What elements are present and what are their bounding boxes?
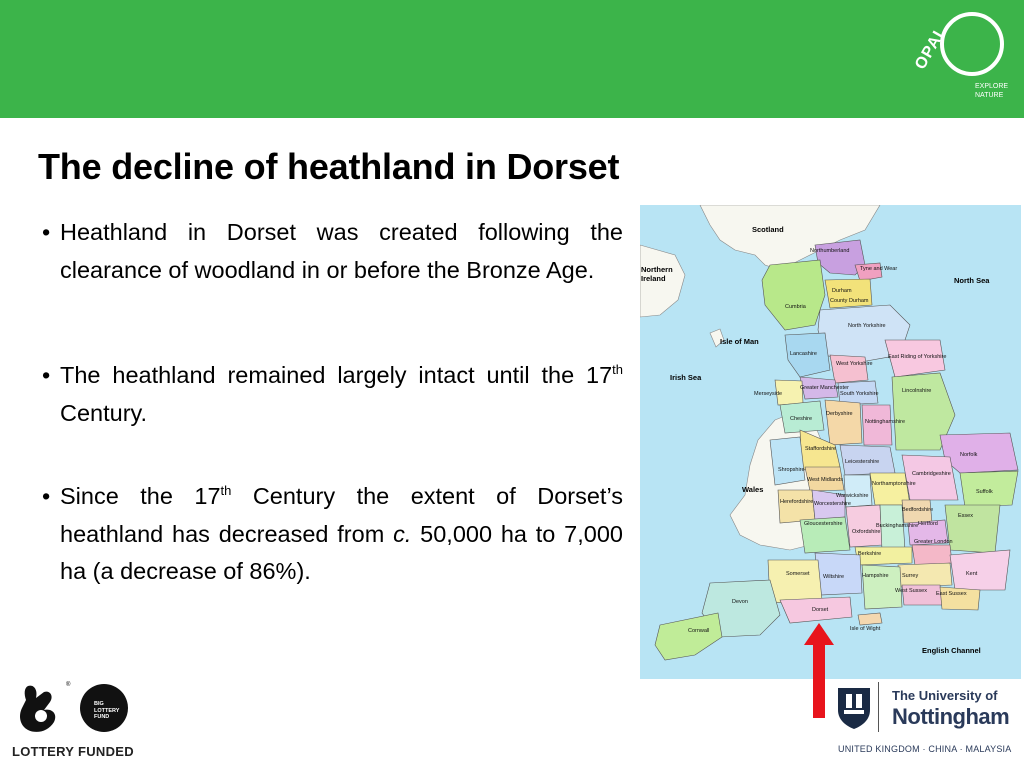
bullet-item <box>38 478 623 591</box>
label-county: Somerset <box>786 571 810 577</box>
header-band <box>0 0 1024 118</box>
label-county: County Durham <box>830 298 869 304</box>
label-county: Staffordshire <box>805 446 837 452</box>
logo-divider <box>878 682 879 732</box>
label-county: Cambridgeshire <box>912 471 951 477</box>
county-hampshire <box>862 565 902 609</box>
label-county: South Yorkshire <box>840 391 879 397</box>
bullet-item <box>38 214 623 289</box>
label-county: Gloucestershire <box>804 521 843 527</box>
county-derbyshire <box>825 400 862 445</box>
label-county: East Sussex <box>936 591 967 597</box>
label-county: Hampshire <box>862 573 889 579</box>
label-scotland: Scotland <box>752 225 784 234</box>
label-county: Hertford <box>918 521 938 527</box>
map-svg <box>640 205 1021 679</box>
label-county: Essex <box>958 513 973 519</box>
label-county: Buckinghamshire <box>876 523 919 529</box>
university-campuses: UNITED KINGDOM · CHINA · MALAYSIA <box>838 744 1012 754</box>
label-county: Greater London <box>914 539 953 545</box>
label-county: Shropshire <box>778 467 805 473</box>
county-herefordshire <box>778 490 815 523</box>
label-county: Berkshire <box>858 551 882 557</box>
county-somerset <box>768 560 822 603</box>
opal-wordmark: OPAL <box>912 23 951 73</box>
label-county: North Yorkshire <box>848 323 886 329</box>
big-lottery-text: BIG <box>94 701 104 707</box>
bullet-text: The heathland remained largely intact until the 17 <box>60 362 613 388</box>
bullet-list <box>38 214 623 591</box>
county-cambridgeshire <box>902 455 958 500</box>
opal-logo[interactable] <box>912 12 1013 102</box>
lottery-funded-text: LOTTERY FUNDED <box>12 744 134 759</box>
label-county: Wiltshire <box>823 574 845 580</box>
university-of-nottingham-logo[interactable] <box>836 680 1016 765</box>
county-greater-london <box>912 545 952 565</box>
label-county: West Sussex <box>895 588 927 594</box>
label-county: Lincolnshire <box>902 388 932 394</box>
bullet-text: Century the extent of Dorset’s heathland has decreased from <box>60 483 623 547</box>
bullet-text: 50,000 ha to 7,000 ha (a decrease of 86%). <box>60 520 623 584</box>
label-county: Worcestershire <box>814 501 851 507</box>
label-county: East Riding of Yorkshire <box>888 354 947 360</box>
label-county: Suffolk <box>976 489 993 495</box>
england-counties-map <box>640 205 1021 679</box>
red-arrow-icon <box>804 623 834 718</box>
label-county: Cheshire <box>790 416 813 422</box>
big-lottery-fund-badge <box>80 684 128 732</box>
university-name-line-2: Nottingham <box>892 704 1010 729</box>
bullet-text: Heathland in Dorset was created following the clearance of woodland in or before the Bronze Age. <box>60 219 623 283</box>
label-county: Norfolk <box>960 452 978 458</box>
lottery-funded-logo[interactable] <box>10 678 140 763</box>
bullet-item <box>38 357 623 432</box>
county-west-yorkshire <box>830 355 868 383</box>
label-county: West Midlands <box>807 477 843 483</box>
county-cumbria <box>762 260 825 330</box>
label-county: Cornwall <box>688 628 710 634</box>
opal-ring-icon <box>940 12 1004 76</box>
label-county: Northamptonshire <box>872 481 916 487</box>
county-kent <box>950 550 1010 590</box>
label-english-channel: English Channel <box>922 646 981 655</box>
county-cornwall <box>655 613 722 660</box>
registered-mark: ® <box>66 682 71 688</box>
label-county: Lancashire <box>790 351 817 357</box>
big-lottery-text: LOTTERY <box>94 707 120 714</box>
label-county: Northumberland <box>810 248 850 254</box>
label-county: Nottinghamshire <box>865 419 906 425</box>
county-nottinghamshire <box>862 405 892 445</box>
label-county: West Yorkshire <box>836 361 873 367</box>
label-north-sea: North Sea <box>954 276 990 285</box>
label-county: Oxfordshire <box>852 529 881 535</box>
opal-tagline <box>975 82 1013 100</box>
label-county: Devon <box>732 599 748 605</box>
crossed-fingers-icon <box>14 682 71 736</box>
opal-tagline-line-2: NATURE <box>975 92 1004 99</box>
bullet-text: Since the 17 <box>60 483 221 509</box>
label-county: Warwickshire <box>836 493 869 499</box>
label-county: Cumbria <box>785 304 806 310</box>
bullet-text: Century. <box>60 399 148 426</box>
label-county: Surrey <box>902 573 919 579</box>
label-county: Herefordshire <box>780 499 814 505</box>
university-name-line-1: The University of <box>892 688 998 703</box>
county-isle-of-wight <box>858 613 882 625</box>
label-county: Durham <box>832 288 852 294</box>
opal-tagline-line-1: EXPLORE <box>975 83 1009 90</box>
label-county: Leicestershire <box>845 459 880 465</box>
label-isle-of-man: Isle of Man <box>720 337 759 346</box>
county-shropshire <box>770 437 805 485</box>
label-irish-sea: Irish Sea <box>670 373 702 382</box>
label-county: Dorset <box>812 607 829 613</box>
university-crest-icon <box>836 684 872 730</box>
label-county: Tyne and Wear <box>860 266 898 272</box>
big-lottery-text: FUND <box>94 714 110 720</box>
label-county: Greater Manchester <box>800 385 849 391</box>
slide-title: The decline of heathland in Dorset <box>38 146 620 187</box>
label-county: Merseyside <box>754 391 783 397</box>
label-county: Kent <box>966 571 978 577</box>
label-county: Bedfordshire <box>902 507 934 513</box>
superscript: th <box>612 362 623 378</box>
circa-abbreviation: c. <box>393 520 412 547</box>
label-wales: Wales <box>742 485 764 494</box>
label-county: Derbyshire <box>826 411 853 417</box>
label-county: Isle of Wight <box>850 626 881 632</box>
superscript: th <box>220 483 232 499</box>
label-northern-ireland-1: Northern <box>641 265 673 274</box>
label-northern-ireland-2: Ireland <box>641 274 666 283</box>
